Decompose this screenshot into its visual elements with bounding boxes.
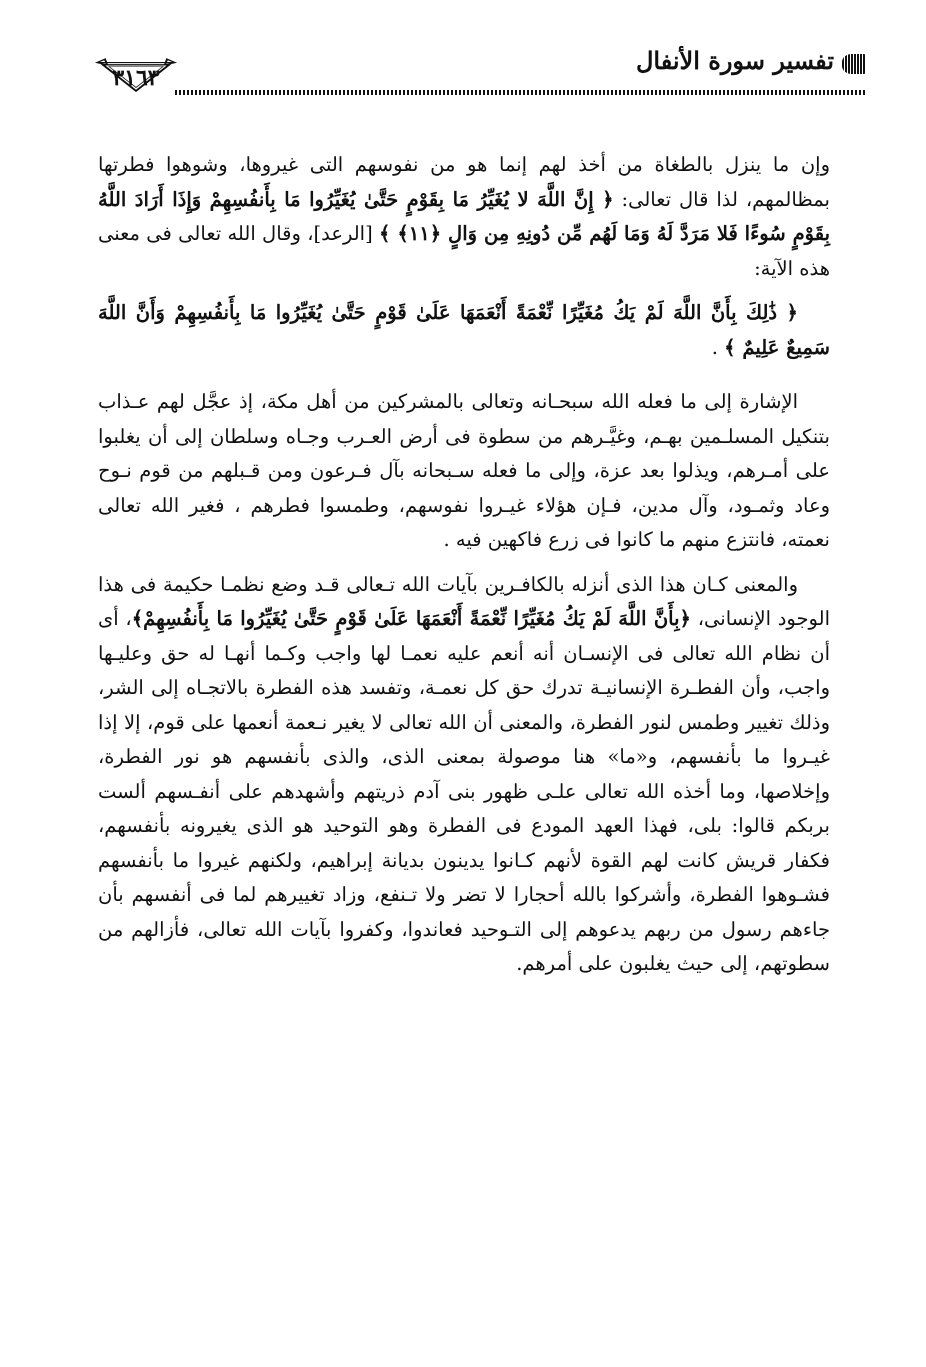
paragraph-text: ، أى أن نظام الله تعالى فى الإنسـان أنه أنعم عليه نعمـا لها واجب وكـما أنهـا له حق وعليـها واجب، وأن الفطـرة الإنسانيـة تدرك حق كل نعمـة، وتفسد هذه الفطرة بالاتجـاه إلى الشر، وذلك تغيير وطمس لنور الفطرة، والمعنى أن الله تعالى لا يغير نـعمة أنعمها على قوم، إلا إذا غيـروا ما بأنفسهم، و«ما» هنا موصولة بمعنى الذى، والذى بأنفسهم هو نور الفطرة، وإخلاصها، وما أخذه الله تعالى علـى ظهور بنى آدم ذريتهم وأشهدهم على أنفـسهم ألست بربكم قالوا: بلى، فهذا العهد المودع فى الفطرة وهو التوحيد هو الذى يغيرونه بأنفسهم، فكفار قريش كانت لهم القوة لأنهم كـانوا يدينون بديانة إبراهيم، ولكنهم غيروا ما بأنفسهم فشـوهوا الفطرة، وأشركوا بالله أحجارا لا تضر ولا تـنفع، وزاد تغييرهم لما فى أنفسهم بأن جاءهم رسول من ربهم يدعوهم إلى التـوحيد فعاندوا، وكفروا بآيات الله تعالى، فأزالهم من سطوتهم، إلى حيث يغلبون على أمرهم.: [98, 607, 830, 975]
paragraph-text: وإن ما ينزل بالطغاة من أخذ لهم إنما هو من نفوسهم التى غيروها، وشوهوا فطرتها بمظالمهم، لذا قال تعالى:: [98, 153, 830, 211]
paragraph-text: والمعنى كـان هذا الذى أنزله بالكافـرين بآيات الله تـعالى قـد وضع نظمـا حكيمة فى هذا الوجود الإنسانى،: [98, 572, 830, 630]
verse-block: [98, 296, 830, 365]
page-number: ٣١٦٣: [112, 65, 160, 91]
header-rule: [175, 90, 866, 95]
paragraph-3: [98, 568, 830, 982]
quran-verse: ﴿ ذَٰلِكَ بِأَنَّ اللَّهَ لَمْ يَكُ مُغَيِّرًا نِّعْمَةً أَنْعَمَهَا عَلَىٰ قَوْمٍ حَتَّىٰ يُغَيِّرُوا مَا بِأَنفُسِهِمْ وَأَنَّ اللَّهَ سَمِيعٌ عَلِيمٌ ﴾: [98, 301, 830, 359]
paragraph-text: [الرعد]، وقال الله تعالى فى معنى هذه الآية:: [98, 222, 830, 280]
paragraph-2: الإشارة إلى ما فعله الله سبحـانه وتعالى بالمشركين من أهل مكة، إذ عجَّل لهم عـذاب بتنكيل المسلـمين بهـم، وغيَّـرهم من سطوة فى أرض العـرب وجـاه وسلطان إلى أن يغلبوا على أمـرهم، ويذلوا بعد عزة، وإلى ما فعله سـبحانه بآل فـرعون ومن قـبلهم من قوم نـوح وعاد وثمـود، وآل مدين، فـإن هؤلاء غيـروا نفوسهم، وطمسوا فطرهم ، فغير الله تعالى نعمته، فانتزع منهم ما كانوا فى زرع فاكهين فيه .: [98, 390, 830, 551]
header-ornament-icon: [842, 54, 866, 74]
quran-quote: ﴿ إِنَّ اللَّهَ لا يُغَيِّرُ مَا بِقَوْمٍ حَتَّىٰ يُغَيِّرُوا مَا بِأَنفُسِهِمْ وَإِذَا أَرَادَ اللَّهُ بِقَوْمٍ سُوءًا فَلا مَرَدَّ لَهُ وَمَا لَهُم مِّن دُونِهِ مِن وَالٍ ﴿١١﴾ ﴾: [98, 187, 831, 245]
page-body: [98, 148, 830, 992]
page-header: [95, 40, 866, 100]
running-header-title: تفسير سورة الأنفال: [635, 46, 834, 75]
verse-end: .: [711, 335, 725, 359]
quran-quote: ﴿بِأَنَّ اللَّهَ لَمْ يَكُ مُغَيِّرًا نِّعْمَةً أَنْعَمَهَا عَلَىٰ قَوْمٍ حَتَّىٰ يُغَيِّرُوا مَا بِأَنفُسِهِمْ﴾: [131, 607, 691, 630]
paragraph-1: [98, 148, 830, 286]
